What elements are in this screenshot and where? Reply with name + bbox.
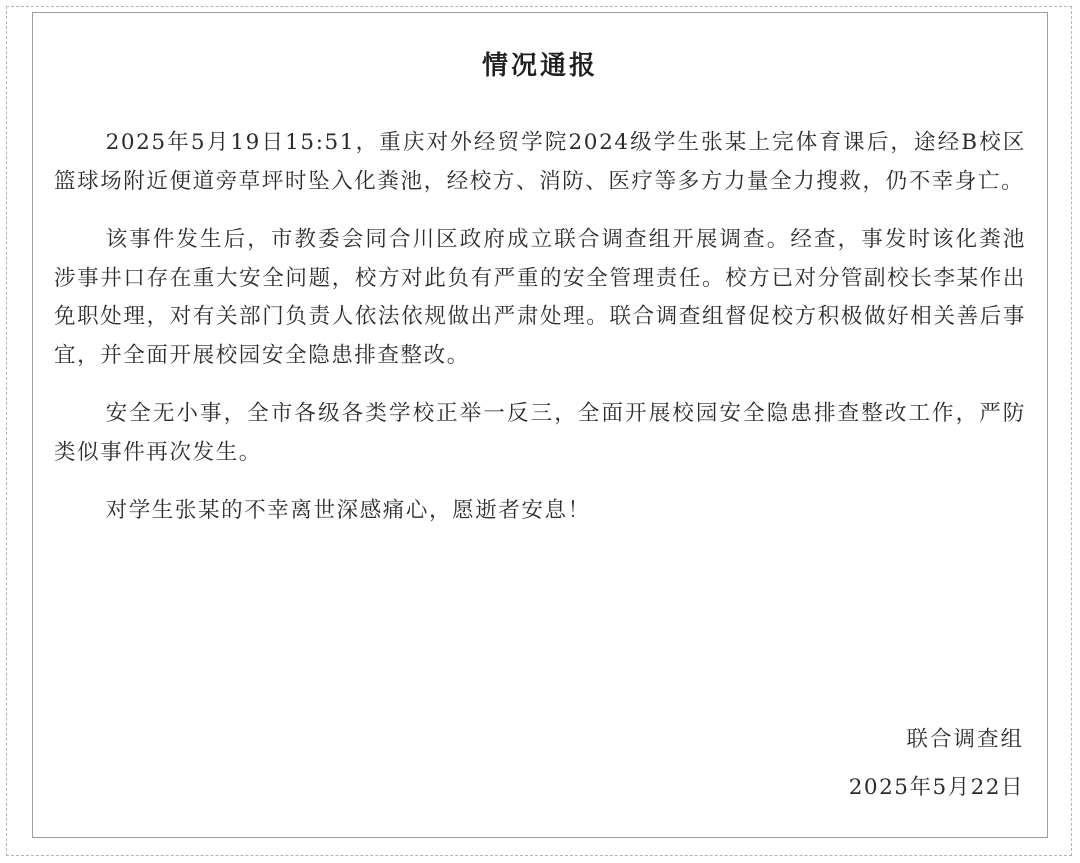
document-title: 情况通报 bbox=[481, 51, 598, 81]
paragraph-condolence: 对学生张某的不幸离世深感痛心，愿逝者安息！ bbox=[105, 498, 591, 523]
signature-organization: 联合调查组 bbox=[906, 727, 1024, 752]
signature-date: 2025年5月22日 bbox=[848, 775, 1024, 800]
paragraph-incident: 2025年5月19日15:51，重庆对外经贸学院2024级学生张某上完体育课后，途经B校区篮球场附近便道旁草坪时坠入化粪池，经校方、消防、医疗等多方力量全力搜救，仍不幸身亡。 bbox=[54, 130, 1026, 194]
document-body bbox=[54, 124, 1026, 531]
paragraph-investigation: 该事件发生后，市教委会同合川区政府成立联合调查组开展调查。经查，事发时该化粪池涉事井口存在重大安全问题，校方对此负有严重的安全管理责任。校方已对分管副校长李某作出免职处理，对有关部门负责人依法依规做出严肃处理。联合调查组督促校方积极做好相关善后事宜，并全面开展校园安全隐患排查整改。 bbox=[54, 227, 1026, 368]
paragraph-safety: 安全无小事，全市各级各类学校正举一反三，全面开展校园安全隐患排查整改工作，严防类似事件再次发生。 bbox=[54, 401, 1026, 465]
